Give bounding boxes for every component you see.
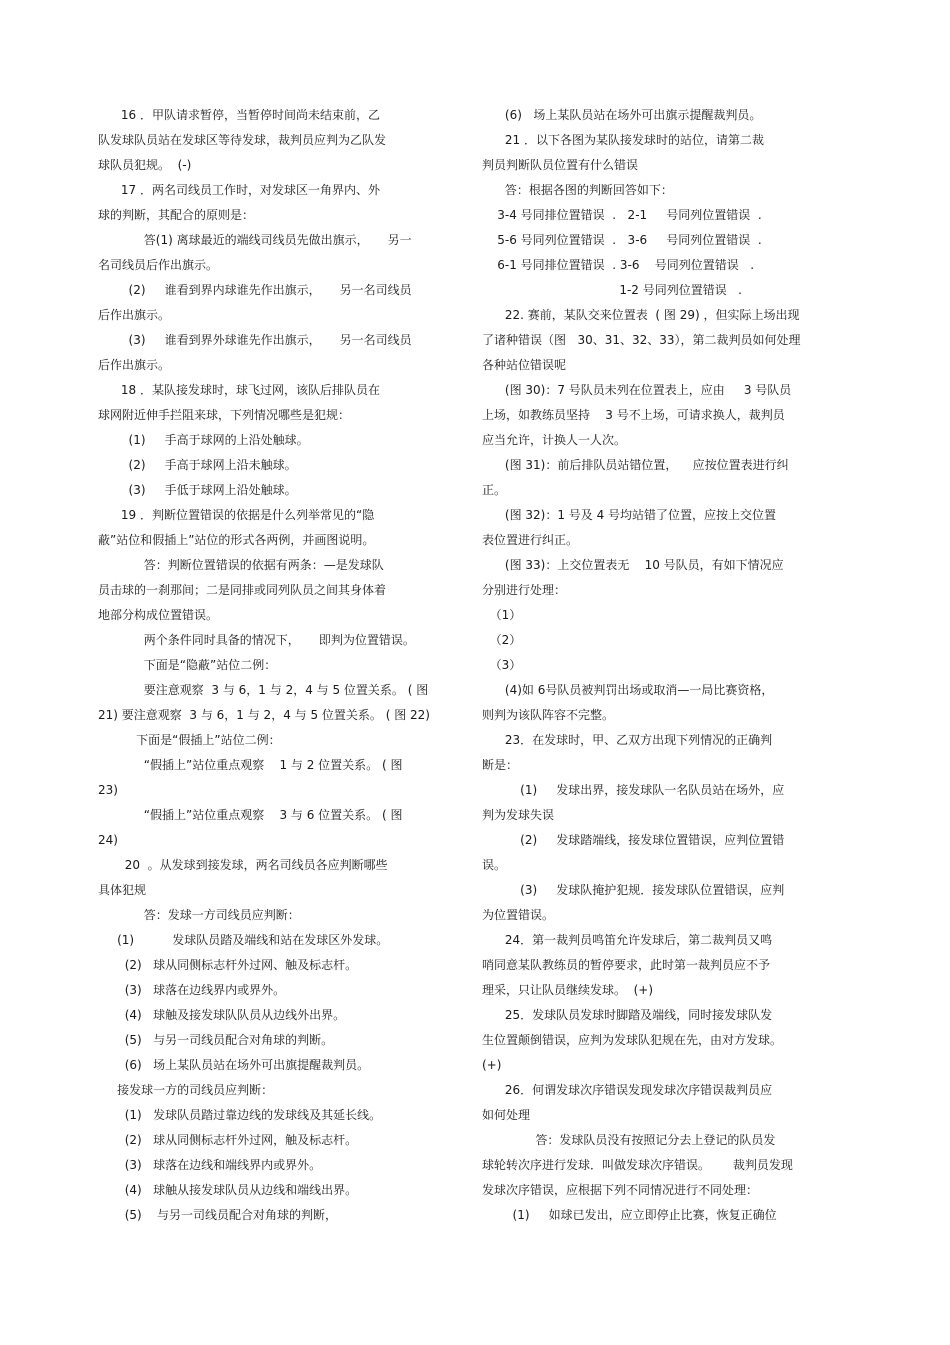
text-line: (4)如 6号队员被判罚出场或取消—一局比赛资格， [482, 683, 774, 697]
text-line: (3) 谁看到界外球谁先作出旗示， 另一名司线员 [98, 333, 412, 347]
text-line: (1) 发球队员踏及端线和站在发球区外发球。 [98, 933, 389, 947]
text-line: (2) 球从同侧标志杆外过网，触及标志杆。 [98, 1133, 358, 1147]
text-line: 球网附近伸手拦阻来球，下列情况哪些是犯规： [98, 408, 351, 422]
text-line: 两个条件同时具备的情况下， 即判为位置错误。 [98, 633, 415, 647]
text-line: (6) 场上某队员站在场外可出旗提醒裁判员。 [98, 1058, 370, 1072]
text-line: (4) 球触及接发球队队员从边线外出界。 [98, 1008, 346, 1022]
text-line: (3) 手低于球网上沿处触球。 [98, 483, 297, 497]
text-line: 生位置颠倒错误，应判为发球队犯规在先，由对方发球。 [482, 1033, 783, 1047]
text-line: (1) 手高于球网的上沿处触球。 [98, 433, 309, 447]
text-line: 应当允许，计换人一人次。 [482, 433, 627, 447]
text-line: 答：发球一方司线员应判断： [98, 908, 300, 922]
text-line: 误。 [482, 858, 507, 872]
text-line: 25．发球队员发球时脚踏及端线，同时接发球队发 [482, 1008, 773, 1022]
text-line: 26．何谓发球次序错误发现发球次序错误裁判员应 [482, 1083, 773, 1097]
text-line: 下面是“隐蔽”站位二例： [98, 658, 277, 672]
text-line: 具体犯规 [98, 883, 147, 897]
text-line: 接发球一方的司线员应判断： [98, 1083, 274, 1097]
text-line: 23) [98, 783, 118, 797]
text-line: 断是： [482, 758, 519, 772]
text-line: (2) 谁看到界内球谁先作出旗示， 另一名司线员 [98, 283, 412, 297]
text-line: (1) 发球出界，接发球队一名队员站在场外，应 [482, 783, 785, 797]
text-line: 后作出旗示。 [98, 308, 171, 322]
text-line: 后作出旗示。 [98, 358, 171, 372]
text-line: 表位置进行纠正。 [482, 533, 579, 547]
text-line: 22. 赛前，某队交来位置表 ( 图 29) ，但实际上场出现 [482, 308, 800, 322]
text-line: 16 ．甲队请求暂停，当暂停时间尚未结束前，乙 [98, 108, 380, 122]
text-line: 发球次序错误，应根据下列不同情况进行不同处理： [482, 1183, 759, 1197]
text-line: 地部分构成位置错误。 [98, 608, 219, 622]
text-line: 23．在发球时，甲、乙双方出现下列情况的正确判 [482, 733, 773, 747]
text-line: 要注意观察 3 与 6，1 与 2，4 与 5 位置关系。 ( 图 [98, 683, 429, 697]
text-line: 答：发球队员没有按照记分去上登记的队员发 [482, 1133, 776, 1147]
text-line: 了诸种错误（图 30、31、32、33），第二裁判员如何处理 [482, 333, 801, 347]
text-line: (+) [482, 1058, 502, 1072]
text-line: 1-2 号同列位置错误 . [482, 283, 742, 297]
text-line: (图 30)：7 号队员未列在位置表上，应由 3 号队员 [482, 383, 792, 397]
text-line: 5-6 号同列位置错误 . 3-6 号同列位置错误 . [482, 233, 762, 247]
text-line: 为位置错误。 [482, 908, 555, 922]
right-column [482, 103, 834, 1228]
text-line: 判为发球失误 [482, 808, 555, 822]
text-line: 答：根据各图的判断回答如下： [482, 183, 673, 197]
text-line: 理采，只让队员继续发球。 (+) [482, 983, 654, 997]
text-line: (5) 与另一司线员配合对角球的判断， [98, 1208, 337, 1222]
text-line: (3) 球落在边线和端线界内或界外。 [98, 1158, 322, 1172]
text-line: 哨同意某队教练员的暂停要求，此时第一裁判员应不予 [482, 958, 771, 972]
text-line: 上场，如教练员坚持 3 号不上场，可请求换人，裁判员 [482, 408, 785, 422]
text-line: 员击球的一刹那间；二是同排或同列队员之间其身体着 [98, 583, 387, 597]
text-line: “假插上”站位重点观察 3 与 6 位置关系。 ( 图 [98, 808, 403, 822]
text-line: 20 。从发球到接发球，两名司线员各应判断哪些 [98, 858, 388, 872]
text-line: 球队员犯规。 (-) [98, 158, 192, 172]
text-line: 名司线员后作出旗示。 [98, 258, 219, 272]
text-line: 17 ．两名司线员工作时，对发球区一角界内、外 [98, 183, 380, 197]
text-line: 6-1 号同排位置错误 . 3-6 号同列位置错误 . [482, 258, 755, 272]
text-line: 24) [98, 833, 118, 847]
text-line: (图 32)：1 号及 4 号均站错了位置，应按上交位置 [482, 508, 777, 522]
text-line: 21) 要注意观察 3 与 6，1 与 2，4 与 5 位置关系。 ( 图 22) [98, 708, 430, 722]
text-line: (2) 发球踏端线，接发球位置错误，应判位置错 [482, 833, 785, 847]
text-line: “假插上”站位重点观察 1 与 2 位置关系。 ( 图 [98, 758, 403, 772]
text-line: (4) 球触从接发球队员从边线和端线出界。 [98, 1183, 358, 1197]
text-line: 18 ．某队接发球时，球飞过网，该队后排队员在 [98, 383, 380, 397]
text-line: （1） [482, 608, 522, 622]
text-line: (图 31)：前后排队员站错位置， 应按位置表进行纠 [482, 458, 789, 472]
text-line: 蔽”站位和假插上”站位的形式各两例，并画图说明。 [98, 533, 375, 547]
text-line: (3) 发球队掩护犯规．接发球队位置错误，应判 [482, 883, 785, 897]
text-line: 下面是“假插上”站位二例： [98, 733, 281, 747]
text-line: 正。 [482, 483, 507, 497]
text-line: (5) 与另一司线员配合对角球的判断。 [98, 1033, 334, 1047]
text-line: 3-4 号同排位置错误 . 2-1 号同列位置错误 . [482, 208, 762, 222]
text-line: (图 33)：上交位置表无 10 号队员，有如下情况应 [482, 558, 784, 572]
text-line: （3） [482, 658, 522, 672]
text-line: 21 ．以下各图为某队接发球时的站位，请第二裁 [482, 133, 764, 147]
text-line: 球的判断，其配合的原则是： [98, 208, 255, 222]
text-line: （2） [482, 633, 522, 647]
text-line: (3) 球落在边线界内或界外。 [98, 983, 286, 997]
text-line: 则判为该队阵容不完整。 [482, 708, 615, 722]
text-line: 24．第一裁判员鸣笛允许发球后，第二裁判员又鸣 [482, 933, 773, 947]
text-line: (2) 球从同侧标志杆外过网、触及标志杆。 [98, 958, 358, 972]
text-line: 19 ．判断位置错误的依据是什么列举常见的“隐 [98, 508, 375, 522]
text-line: (1) 如球已发出，应立即停止比赛，恢复正确位 [482, 1208, 777, 1222]
text-line: 如何处理 [482, 1108, 531, 1122]
text-line: 分别进行处理： [482, 583, 567, 597]
text-line: (1) 发球队员踏过靠边线的发球线及其延长线。 [98, 1108, 382, 1122]
left-column [98, 103, 458, 1228]
text-line: 球轮转次序进行发球．叫做发球次序错误。 裁判员发现 [482, 1158, 793, 1172]
text-line: 答(1) 离球最近的端线司线员先做出旗示， 另一 [98, 233, 412, 247]
text-line: 答：判断位置错误的依据有两条：—是发球队 [98, 558, 384, 572]
text-line: (2) 手高于球网上沿未触球。 [98, 458, 297, 472]
text-line: 队发球队员站在发球区等待发球，裁判员应判为乙队发 [98, 133, 387, 147]
text-line: 判员判断队员位置有什么错误 [482, 158, 639, 172]
text-line: 各种站位错误呢 [482, 358, 567, 372]
text-line: (6) 场上某队员站在场外可出旗示提醒裁判员。 [482, 108, 762, 122]
